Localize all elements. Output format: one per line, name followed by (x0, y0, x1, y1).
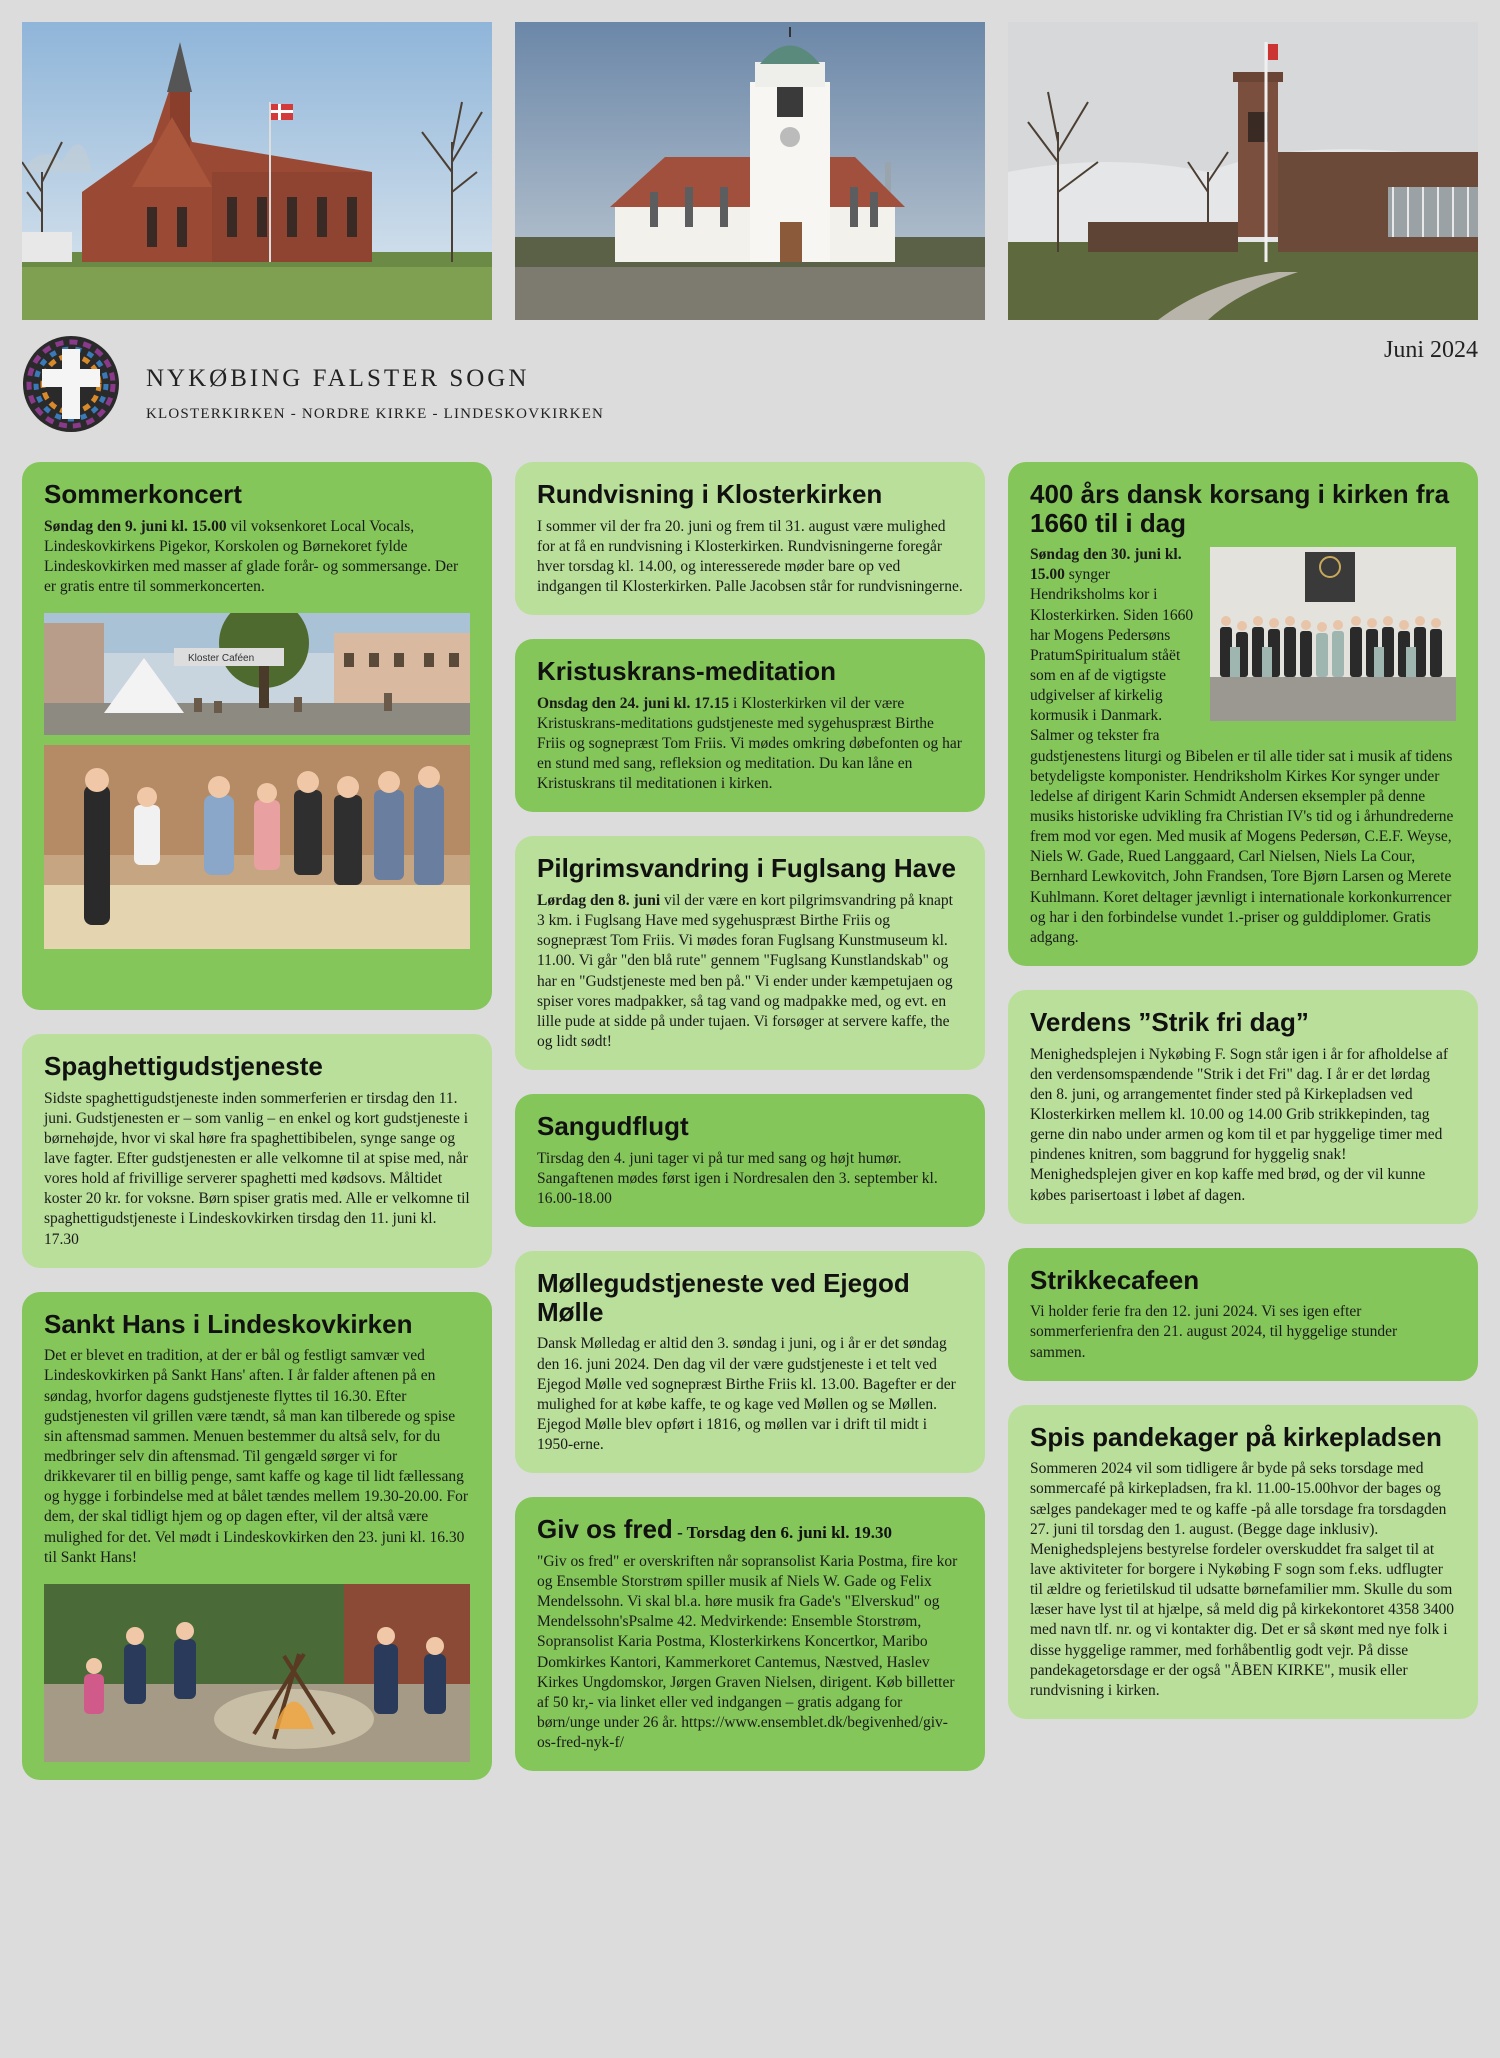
article-title: Møllegudstjeneste ved Ejegod Mølle (537, 1268, 910, 1327)
article-title: Pilgrimsvandring i Fuglsang Have (537, 853, 956, 884)
article-title: Verdens ”Strik fri dag” (1030, 1007, 1309, 1037)
org-name: NYKØBING FALSTER SOGN (146, 365, 530, 392)
article-title: Rundvisning i Klosterkirken (537, 479, 883, 509)
article-korsang (1008, 462, 1478, 966)
article-lead: Onsdag den 24. juni kl. 17.15 (537, 694, 730, 712)
klosterkirken-photo (22, 22, 492, 320)
article-sangudflugt (515, 1094, 985, 1227)
article-title: Spaghettigudstjeneste (44, 1051, 323, 1081)
article-body: Vi holder ferie fra den 12. juni 2024. Vi ses igen efter sommerferienfra den 21. august 2024, til hyggelige stunder sammen. (1030, 1303, 1398, 1361)
article-body: Sidste spaghettigudstjeneste inden sommerferien er tirsdag den 11. juni. Gudstjenesten er – som vanlig – en enkel og kort gudstjeneste i børnehøjde, hvor vi skal høre fra spaghettibibelen, synge sange og lave fagter. Efter gudstjenesten er alle velkomne til at spise med, når vores hold af frivillige serverer spaghetti med kødsovs. Måltidet koster 20 kr. for voksne. Børn spiser gratis med. Alle er velkomne til spaghettigudstjeneste i Lindeskovkirken tirsdag den 11. juni kl. 17.30 (44, 1089, 470, 1248)
article-title: Sankt Hans i Lindeskovkirken (44, 1308, 413, 1339)
article-body (537, 694, 963, 795)
parish-logo (22, 335, 120, 433)
article-rundvisning (515, 462, 985, 615)
klostercafe-photo (44, 613, 470, 735)
article-sommerkoncert (22, 462, 492, 1010)
choir-children-photo (44, 745, 470, 949)
article-title: Strikkecafeen (1030, 1264, 1200, 1295)
article-body: Dansk Mølledag er altid den 3. søndag i juni, og i år er det søndag den 16. juni 2024. Den dag vil der være gudstjeneste i et telt ved Ejegod Mølle ved sognepræst Birthe Friis kl. 13.00. Bagefter er der mulighed for at købe kaffe, te og kage ved Møllen og se Møllen. Ejegod Mølle blev opført i 1816, og møllen var i drift til midt i 1950-erne. (537, 1335, 956, 1454)
article-title: 400 års dansk korsang i kirken fra 1660 til i dag (1030, 479, 1450, 538)
article-body: Tirsdag den 4. juni tager vi på tur med sang og højt humør. Sangaftenen mødes først igen i Nordresalen den 3. september kl. 16.00-18.00 (537, 1149, 938, 1208)
article-body: Menighedsplejen i Nykøbing F. Sogn står igen i år for afholdelse af den verdensomspændende "Strik i det Fri" dag. I år er det lørdag den 8. juni, og arrangementet finder sted på Kirkepladsen ved Klosterkirken mellem kl. 10.00 og 14.00 Grib strikkepinden, tag gerne din nabo under armen og kom til et par hyggelige timer med pindenes knitren, som baggrund for hyggelig snak! Menighedsplejen giver en kop kaffe med brød, og der vil kunne købes parisertoast i løbet af dagen. (1030, 1045, 1449, 1204)
article-text: vil der være en kort pilgrimsvandring på knapt 3 km. i Fuglsang Have med sygehuspræst Birthe Friis og sognepræst Tom Friis. Vi mødes foran Fuglsang Kunstmuseum kl. 11.00. Vi går "den blå rute" gennem "Fuglsang Kunstlandskab" og har en "Gudstjeneste med ben på." Vi ender under kæmpetujaen og spiser vores madpakker, så tag vand og madpakke med, og evt. en lille pude at sidde på under tujaen. Vi forsøger at servere kaffe, the og lidt sødt! (537, 892, 953, 1051)
issue-date: Juni 2024 (1383, 337, 1478, 363)
klostercafe-sign-text: Kloster Caféen (188, 653, 255, 665)
article-body: I sommer vil der fra 20. juni og frem til 31. august være mulighed for at få en rundvisning i Klosterkirken. Rundvisningerne foregår hver torsdag kl. 14.00, og interesserede møder bare op ved indgangen til Klosterkirken. Palle Jacobsen står for rundvisningerne. (537, 517, 963, 596)
article-spaghetti (22, 1034, 492, 1268)
article-subtitle: - Torsdag den 6. juni kl. 19.30 (672, 1523, 893, 1543)
article-title-text: Giv os fred (537, 1514, 673, 1545)
article-text: vil voksenkoret Local Vocals, Lindeskovkirkens Pigekor, Korskolen og Børnekoret fylde Lindeskovkirken med masser af glade forår- og sommersange. Der er gratis entre til sommerkoncerten. (44, 517, 459, 596)
article-lead: Søndag den 9. juni kl. 15.00 (44, 517, 227, 535)
article-molle (515, 1251, 985, 1473)
article-body (44, 517, 470, 598)
choir-photo (1210, 547, 1456, 721)
article-body: "Giv os fred" er overskriften når sopransolist Karia Postma, fire kor og Ensemble Storstrøm spiller musik af Niels W. Gade og Felix Mendelssohn. Vi skal bl.a. høre musik fra Gade's "Elverskud" og Mendelssohn'sPsalme 42. Medvirkende: Ensemble Storstrøm, Sopransolist Karia Postma, Klosterkirkens Koncertkor, Maribo Domkirkes Kantori, Kammerkoret Cantemus, Næstved, Haslev Kirkes Ungdomskor, Jørgen Graven Nielsen, dirigent. Køb billetter af 50 kr,- via linket eller ved indgangen – gratis adgang for børn/unge under 26 år. https://www.ensemblet.dk/begivenhed/giv-os-fred-nyk-f/ (537, 1552, 958, 1752)
article-strik (1008, 990, 1478, 1224)
lindeskovkirken-photo (1008, 22, 1478, 320)
article-text: i Klosterkirken vil der være Kristuskrans-meditations gudstjeneste med sygehuspræst Birthe Friis og sognepræst Tom Friis. Vi mødes omkring døbefonten og har en stund med sang, refleksion og meditation. Du kan låne en Kristuskrans til meditationen i kirken. (537, 694, 962, 793)
article-title: Sommerkoncert (44, 479, 242, 509)
article-body: Sommeren 2024 vil som tidligere år byde på seks torsdage med sommercafé på kirkepladsen, fra kl. 11.00-15.00hvor der bages og sælges pandekager med te og kaffe -på alle torsdage fra torsdagden 27. juni til torsdag den 1. august. (Begge dage inklusiv). Menighedsplejens bestyrelse fordeler overskuddet fra salget til at lave aktiviteter for borgere i Nykøbing F sogn som f.eks. udflugter til ældre og ferietilskud til udsatte børnefamilier mm. Skulle du som læser have lyst til at hjælpe, så meld dig på kirkekontoret 4358 3400 med navn tlf. nr. og vi kontakter dig. Det er så skønt med nye folk i disse hyggelige rammer, med forhåbentlig godt vejr. På disse pandekagetorsdage er der også "ÅBEN KIRKE", musik eller rundvisning i kirken. (1030, 1460, 1455, 1699)
masthead (22, 335, 1478, 435)
article-text: synger Hendriksholms kor i Klosterkirken. Siden 1660 har Mogens Pedersøns PratumSpiritualum ståët som en af de vigtigste udgivelser af kirkelig kormusik i Danmark. Salmer og tekster fra gudstjenestens liturgi og Bibelen er til alle tider sat i musik af tidens betydeligste komponister. Hendriksholm Kirkes Kor synger under ledelse af dirigent Karin Schmidt Andersen eksempler på denne musiks historiske udvikling fra Christian IV's tid og i århundrederne frem mod vor egen. Med musik af Mogens Pedersøn, C.E.F. Weyse, Niels W. Gade, Rued Langgaard, Carl Nielsen, Niels La Cour, Bernhard Lewkovitch, John Frandsen, Tore Bjørn Larsen og Merete Kuhlmann. Koret deltager jævnligt i internationale korkonkurrencer og har i den forbindelse vundet 1.-priser og gulddiplomer. Gratis adgang. (1030, 566, 1454, 946)
article-title: Kristuskrans-meditation (537, 656, 837, 687)
article-lead: Søndag den 30. juni kl. 15.00 (1030, 546, 1182, 584)
org-subtitle: KLOSTERKIRKEN - NORDRE KIRKE - LINDESKOVKIRKEN (146, 406, 605, 422)
nordre-kirke-photo (515, 22, 985, 320)
article-sankthans (22, 1292, 492, 1780)
article-title (537, 1515, 963, 1544)
article-body: Det er blevet en tradition, at der er bål og festligt samvær ved Lindeskovkirken på Sankt Hans' aften. I år falder aftenen på en søndag, hvorfor dagens gudstjeneste flyttes til 16.30. Efter gudstjenesten vil grillen være tændt, så man kan tilberede og spise sin aftensmad sammen. Menuen bestemmer du altså selv, for du medbringer selv din aftensmad. Til gengæld sørger vi for drikkevarer til en billig penge, samt kaffe og kage til lidt fællessang og hygge i forbindelse med at bålet tændes mellem 19.30-20.00. For dem, der skal tidligt hjem og op dagen efter, vil der altså være mulighed for det. Vel mødt i Lindeskovkirken den 23. juni kl. 16.30 til Sankt Hans! (44, 1347, 469, 1566)
article-strikkecafe (1008, 1248, 1478, 1381)
bonfire-photo (44, 1584, 470, 1762)
article-title: Sangudflugt (537, 1111, 689, 1142)
article-givosfred (515, 1497, 985, 1771)
article-pandekager (1008, 1405, 1478, 1719)
article-kristuskrans (515, 639, 985, 812)
article-lead: Lørdag den 8. juni (537, 892, 661, 910)
article-title: Spis pandekager på kirkepladsen (1030, 1421, 1442, 1452)
article-pilgrim (515, 836, 985, 1070)
article-body (537, 891, 963, 1052)
